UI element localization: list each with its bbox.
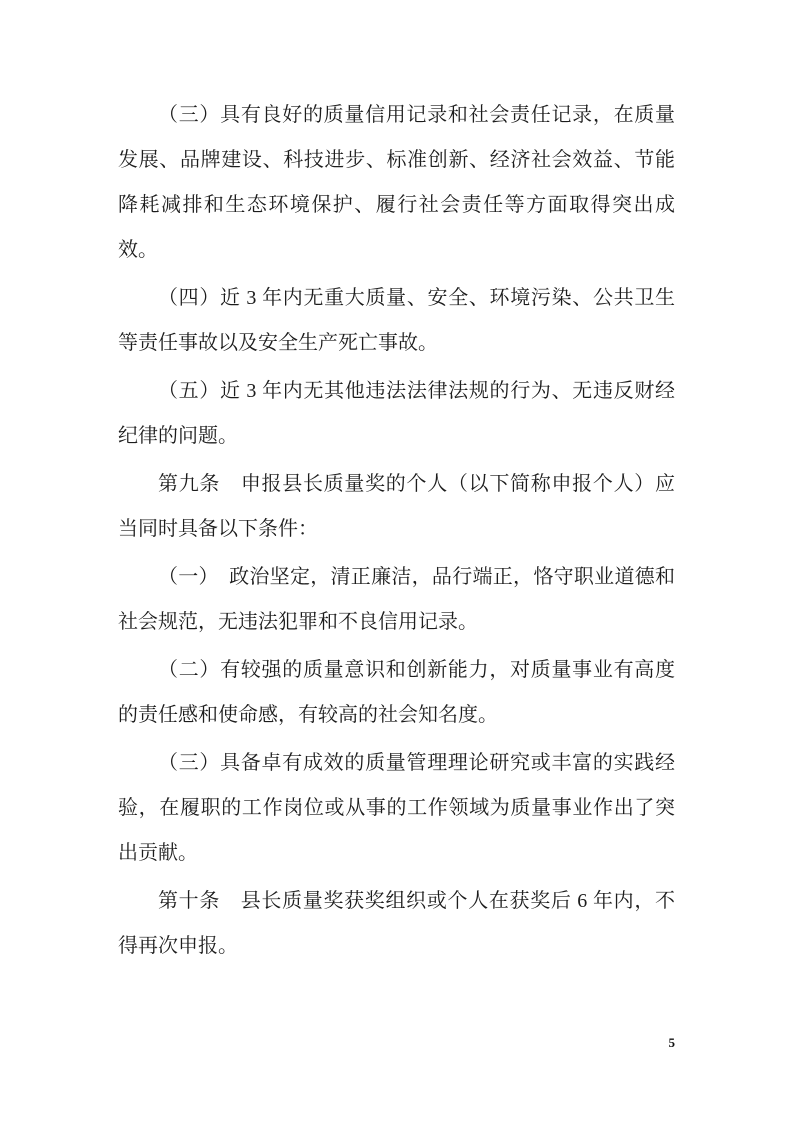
paragraph-article-9: 第九条 申报县长质量奖的个人（以下简称申报个人）应当同时具备以下条件： (118, 473, 675, 540)
document-body (118, 93, 675, 972)
paragraph-item-4: （四）近 3 年内无重大质量、安全、环境污染、公共卫生等责任事故以及安全生产死亡事故。 (118, 287, 675, 354)
paragraph-item-3: （三）具有良好的质量信用记录和社会责任记录，在质量发展、品牌建设、科技进步、标准创新、经济社会效益、节能降耗减排和生态环境保护、履行社会责任等方面取得突出成效。 (118, 104, 675, 261)
page-number: 5 (668, 1035, 675, 1050)
paragraph-item-5: （五）近 3 年内无其他违法法律法规的行为、无违反财经纪律的问题。 (118, 380, 675, 447)
paragraph-clause-2: （二）有较强的质量意识和创新能力，对质量事业有高度的责任感和使命感，有较高的社会知名度。 (118, 659, 675, 726)
paragraph-clause-1: （一） 政治坚定，清正廉洁，品行端正，恪守职业道德和社会规范，无违法犯罪和不良信用记录。 (118, 566, 675, 633)
paragraph-clause-3: （三）具备卓有成效的质量管理理论研究或丰富的实践经验，在履职的工作岗位或从事的工作领域为质量事业作出了突出贡献。 (118, 752, 675, 864)
paragraph-article-10: 第十条 县长质量奖获奖组织或个人在获奖后 6 年内，不得再次申报。 (118, 890, 675, 957)
page-footer (118, 1034, 675, 1052)
